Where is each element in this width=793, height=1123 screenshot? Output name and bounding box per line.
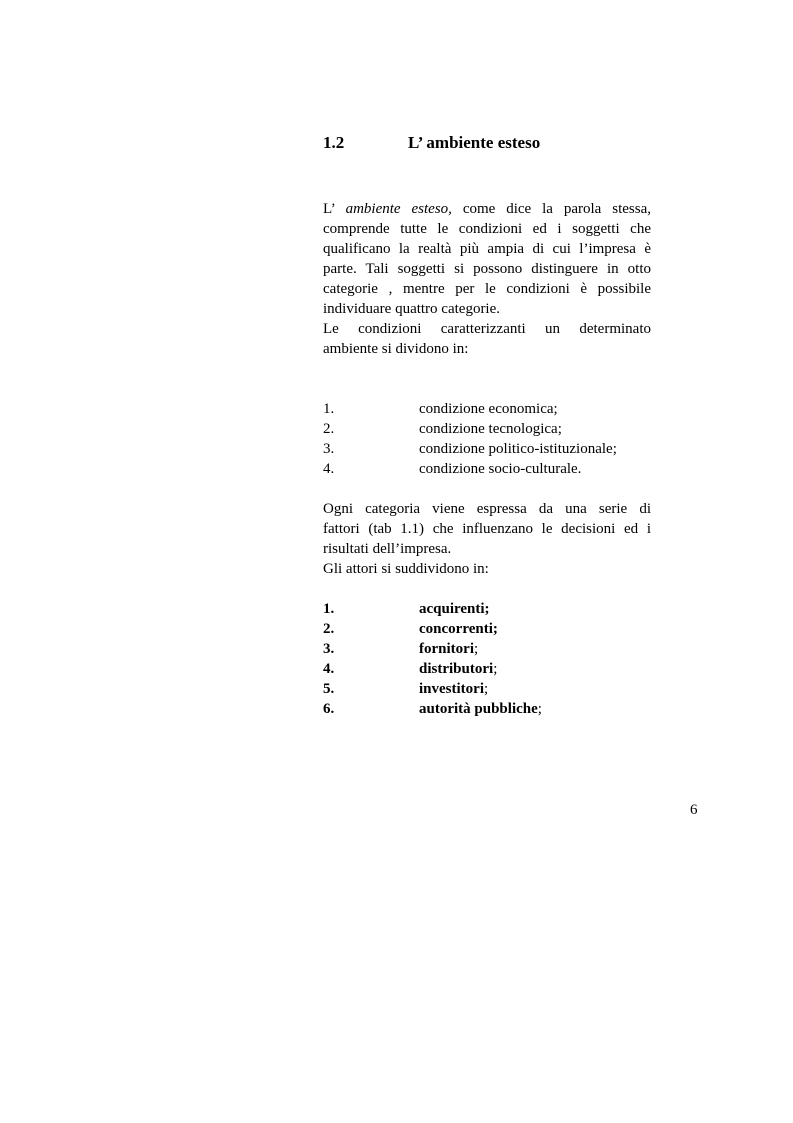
list-index: 3.: [323, 641, 335, 657]
list-index: 3.: [323, 441, 335, 457]
intro-paragraph: [323, 199, 651, 359]
list-text: condizione socio-culturale.: [419, 461, 582, 477]
list-index: 1.: [323, 601, 335, 617]
intro-line-4: parte. Tali soggetti si possono distinguere in otto: [323, 261, 651, 277]
intro-line-1: L’ ambiente esteso, come dice la parola stessa,: [323, 201, 652, 217]
list-text: condizione economica;: [419, 401, 558, 417]
intro-line-8: ambiente si dividono in:: [323, 341, 469, 357]
list-text: concorrenti;: [419, 621, 498, 637]
middle-line-4: Gli attori si suddividono in:: [323, 561, 489, 577]
intro-line-6: individuare quattro categorie.: [323, 301, 501, 317]
intro-line-3: qualificano la realtà più ampia di cui l’impresa è: [323, 241, 651, 257]
middle-line-2: fattori (tab 1.1) che influenzano le decisioni ed i: [323, 521, 651, 537]
list-index: 4.: [323, 461, 335, 477]
middle-line-1: Ogni categoria viene espressa da una serie di: [323, 501, 651, 517]
intro-line-7: Le condizioni caratterizzanti un determinato: [323, 321, 651, 337]
list-index: 2.: [323, 621, 335, 637]
list-text: investitori;: [419, 681, 489, 697]
list-index: 1.: [323, 401, 335, 417]
section-number: 1.2: [323, 133, 345, 152]
list-index: 5.: [323, 681, 335, 697]
emphasis-term: ambiente esteso,: [345, 201, 452, 217]
list-text: distributori;: [419, 661, 498, 677]
intro-line-5: categorie , mentre per le condizioni è possibile: [323, 281, 651, 297]
section-title: L’ ambiente esteso: [408, 133, 541, 152]
page-number: 6: [690, 802, 698, 818]
middle-paragraph: [323, 499, 651, 579]
middle-line-3: risultati dell’impresa.: [323, 541, 452, 557]
list-text: autorità pubbliche;: [419, 701, 542, 717]
list-index: 4.: [323, 661, 335, 677]
list-text: acquirenti;: [419, 601, 490, 617]
list-index: 2.: [323, 421, 335, 437]
list-text: condizione tecnologica;: [419, 421, 562, 437]
intro-line-2: comprende tutte le condizioni ed i soggetti che: [323, 221, 651, 237]
list-text: fornitori;: [419, 641, 479, 657]
list-index: 6.: [323, 701, 335, 717]
list-text: condizione politico-istituzionale;: [419, 441, 617, 457]
